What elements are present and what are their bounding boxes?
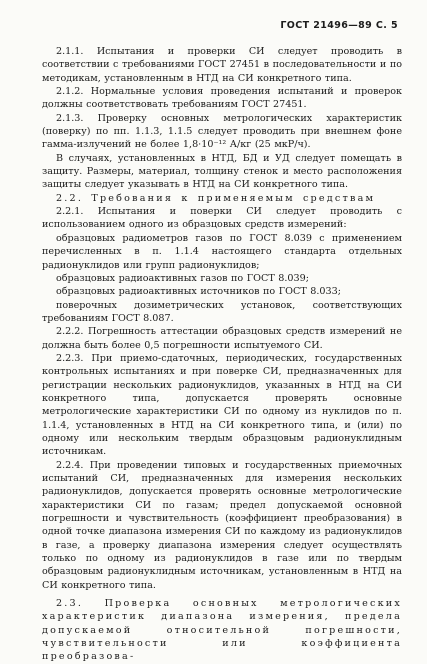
list-item: образцовых радиоактивных источников по ГОСТ 8.033;	[56, 286, 341, 298]
paragraph-2-2-4: 2.2.4. При проведении типовых и государственных приемочных испытаний СИ, предназначенных для измерения нескольких радионуклидов, допускается проверять основные метрологические характеристики СИ по газам; предел допускаемой основной погрешности и чувствительность (коэффициент преобразования) в одной точке диапазона измерения СИ по каждому из радионуклидов в газе, а проверку диапазона измерения следует осуществлять только по одному из радионуклидов в газе или по твердым образцовым радионуклидным источникам, установленным в НТД на СИ конкретного типа.	[42, 459, 402, 591]
section-heading-2-3: 2.3. Проверка основных метрологических характеристик диапазона измерения, предела допускаемой относительной погрешности, чувствительности или коэффициента преобразова-	[42, 598, 402, 663]
paragraph-shielding: В случаях, установленных в НТД, БД и УД следует помещать в защиту. Размеры, материал, толщину стенок и место расположения защиты следует указывать в НТД на СИ конкретного типа.	[42, 152, 402, 191]
list-item: поверочных дозиметрических установок, соответствующих требованиям ГОСТ 8.087.	[42, 299, 402, 324]
paragraph-2-1-2: 2.1.2. Нормальные условия проведения испытаний и проверок должны соответствовать требованиям ГОСТ 27451.	[42, 86, 402, 111]
paragraph-2-1-1: 2.1.1. Испытания и проверки СИ следует проводить в соответствии с требованиями ГОСТ 27451 в последовательности и по методикам, установленным в НТД на СИ конкретного типа.	[42, 46, 402, 84]
paragraph-2-2-1: 2.2.1. Испытания и поверки СИ следует проводить с использованием одного из образцовых средств измерений:	[42, 206, 402, 231]
list-item: образцовых радиоактивных газов по ГОСТ 8.039;	[56, 272, 309, 284]
paragraph-2-1-3: 2.1.3. Проверку основных метрологических характеристик (поверку) по пп. 1.1.3, 1.1.5 следует проводить при внешнем фоне гамма-излучений не более 1,8·10⁻¹² А/кг (25 мкР/ч).	[42, 112, 402, 151]
running-header: ГОСТ 21496—89 С. 5	[280, 20, 398, 31]
document-body	[42, 45, 402, 664]
paragraph-2-2-2: 2.2.2. Погрешность аттестации образцовых средств измерений не должна быть более 0,5 погрешности испытуемого СИ.	[42, 326, 402, 351]
paragraph-2-2-3: 2.2.3. При приемо-сдаточных, периодических, государственных контрольных испытаниях и при поверке СИ, предназначенных для регистрации нескольких радионуклидов, указанных в НТД на СИ конкретного типа, допускается проверять основные метрологические характеристики СИ по одному из нуклидов по п. 1.1.4, установленных в НТД на СИ конкретного типа, и (или) по одному или нескольким твердым образцовым радионуклидным источникам.	[42, 352, 402, 458]
section-heading-2-2: 2.2. Требования к применяемым средствам	[56, 192, 376, 204]
list-item: образцовых радиометров газов по ГОСТ 8.039 с применением перечисленных в п. 1.1.4 настоящего стандарта отдельных радионуклидов или групп радионуклидов;	[42, 232, 402, 271]
